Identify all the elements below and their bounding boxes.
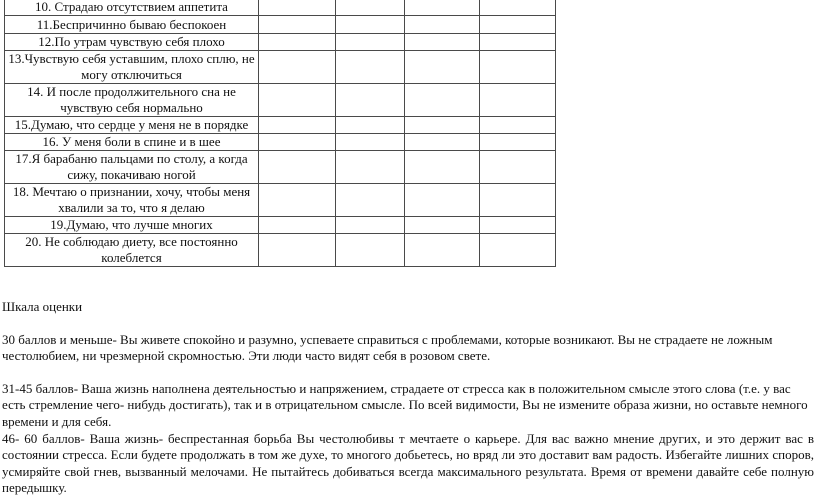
scoring-scale-section bbox=[2, 299, 814, 497]
table-row bbox=[5, 51, 556, 84]
table-row bbox=[5, 84, 556, 117]
answer-cell[interactable] bbox=[405, 51, 480, 84]
statement-cell: 13.Чувствую себя уставшим, плохо сплю, не могу отключиться bbox=[5, 51, 259, 84]
answer-cell[interactable] bbox=[405, 151, 480, 184]
answer-cell[interactable] bbox=[405, 117, 480, 134]
scale-range-31-45: 31-45 баллов- Ваша жизнь наполнена деятельностью и напряжением, страдаете от стресса как в положительном смысле этого слова (т.е. у вас есть стремление чего- нибудь достигать), так и в отрицательном смысле. По всей видимости, Вы не измените образа жизни, но оставьте немного времени и для себя. bbox=[2, 380, 808, 429]
answer-cell[interactable] bbox=[480, 117, 556, 134]
table-row bbox=[5, 0, 556, 16]
answer-cell[interactable] bbox=[336, 217, 405, 234]
questionnaire-table bbox=[4, 0, 556, 267]
answer-cell[interactable] bbox=[480, 234, 556, 267]
answer-cell[interactable] bbox=[480, 134, 556, 151]
table-row bbox=[5, 234, 556, 267]
answer-cell[interactable] bbox=[336, 84, 405, 117]
statement-cell: 17.Я барабаню пальцами по столу, а когда сижу, покачиваю ногой bbox=[5, 151, 259, 184]
table-row bbox=[5, 16, 556, 34]
answer-cell[interactable] bbox=[405, 217, 480, 234]
answer-cell[interactable] bbox=[259, 84, 336, 117]
answer-cell[interactable] bbox=[405, 16, 480, 34]
answer-cell[interactable] bbox=[480, 217, 556, 234]
answer-cell[interactable] bbox=[336, 51, 405, 84]
table-row bbox=[5, 134, 556, 151]
answer-cell[interactable] bbox=[405, 184, 480, 217]
answer-cell[interactable] bbox=[336, 117, 405, 134]
statement-cell: 20. Не соблюдаю диету, все постоянно колеблется bbox=[5, 234, 259, 267]
statement-cell: 10. Страдаю отсутствием аппетита bbox=[5, 0, 259, 16]
answer-cell[interactable] bbox=[480, 34, 556, 51]
statement-cell: 11.Беспричинно бываю беспокоен bbox=[5, 16, 259, 34]
answer-cell[interactable] bbox=[259, 117, 336, 134]
answer-cell[interactable] bbox=[336, 151, 405, 184]
answer-cell[interactable] bbox=[259, 234, 336, 267]
answer-cell[interactable] bbox=[259, 217, 336, 234]
statement-cell: 12.По утрам чувствую себя плохо bbox=[5, 34, 259, 51]
table-row bbox=[5, 117, 556, 134]
statement-cell: 19.Думаю, что лучше многих bbox=[5, 217, 259, 234]
answer-cell[interactable] bbox=[336, 0, 405, 16]
answer-cell[interactable] bbox=[336, 134, 405, 151]
answer-cell[interactable] bbox=[480, 184, 556, 217]
scale-title: Шкала оценки bbox=[2, 299, 83, 314]
answer-cell[interactable] bbox=[259, 184, 336, 217]
answer-cell[interactable] bbox=[336, 16, 405, 34]
table-row bbox=[5, 217, 556, 234]
questionnaire-body bbox=[5, 0, 556, 267]
answer-cell[interactable] bbox=[405, 134, 480, 151]
answer-cell[interactable] bbox=[336, 184, 405, 217]
answer-cell[interactable] bbox=[405, 84, 480, 117]
answer-cell[interactable] bbox=[480, 84, 556, 117]
answer-cell[interactable] bbox=[259, 151, 336, 184]
answer-cell[interactable] bbox=[259, 134, 336, 151]
statement-cell: 14. И после продолжительного сна не чувствую себя нормально bbox=[5, 84, 259, 117]
scale-range-30-or-less: 30 баллов и меньше- Вы живете спокойно и разумно, успеваете справиться с проблемами, которые возникают. Вы не страдаете не ложным честолюбием, ни чрезмерной скромностью. Эти люди часто видят себя в розовом свете. bbox=[2, 331, 773, 364]
table-row bbox=[5, 151, 556, 184]
answer-cell[interactable] bbox=[480, 0, 556, 16]
answer-cell[interactable] bbox=[336, 234, 405, 267]
answer-cell[interactable] bbox=[480, 51, 556, 84]
answer-cell[interactable] bbox=[405, 34, 480, 51]
answer-cell[interactable] bbox=[480, 16, 556, 34]
answer-cell[interactable] bbox=[480, 151, 556, 184]
answer-cell[interactable] bbox=[336, 34, 405, 51]
answer-cell[interactable] bbox=[259, 34, 336, 51]
statement-cell: 16. У меня боли в спине и в шее bbox=[5, 134, 259, 151]
answer-cell[interactable] bbox=[259, 16, 336, 34]
answer-cell[interactable] bbox=[259, 51, 336, 84]
statement-cell: 15.Думаю, что сердце у меня не в порядке bbox=[5, 117, 259, 134]
scale-range-46-60: 46- 60 баллов- Ваша жизнь- беспрестанная борьба Вы честолюбивы т мечтаете о карьере. Для вас важно мнение других, и это держит вас в состоянии стресса. Если будете продолжать в том же духе, то многого добьетесь, но вряд ли это доставит вам радость. Избегайте лишних споров, усмиряйте свой гнев, вызванный мелочами. Не пытайтесь добиваться всегда максимального результата. Время от времени давайте себе полную передышку. bbox=[2, 430, 814, 496]
answer-cell[interactable] bbox=[259, 0, 336, 16]
statement-cell: 18. Мечтаю о признании, хочу, чтобы меня хвалили за то, что я делаю bbox=[5, 184, 259, 217]
answer-cell[interactable] bbox=[405, 0, 480, 16]
table-row bbox=[5, 34, 556, 51]
table-row bbox=[5, 184, 556, 217]
answer-cell[interactable] bbox=[405, 234, 480, 267]
